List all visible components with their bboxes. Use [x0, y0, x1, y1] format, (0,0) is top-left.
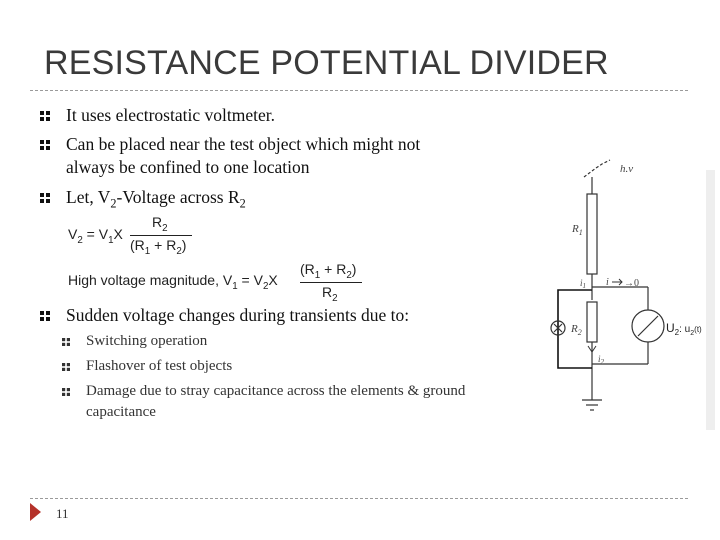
svg-text:R2: $R_2$ — [571, 323, 582, 337]
svg-text:i: i — [606, 277, 609, 288]
svg-text:R1: $R_1$ — [572, 223, 583, 237]
sub-bullet-icon — [62, 388, 70, 396]
footer-divider — [30, 498, 688, 499]
svg-text:i2: $i_2$ — [598, 354, 605, 366]
bullet-icon — [40, 311, 50, 321]
equation-v2: $V_2 = V_1X$ $R_2$ $(R_1 + R_2)$ — [68, 214, 208, 258]
sub-bullet-text: Switching operation — [86, 333, 208, 349]
sub-bullet-text-continued: capacitance — [86, 404, 156, 420]
hv-label: h.v — [620, 163, 634, 175]
divider-circuit-diagram — [540, 150, 715, 435]
sub-bullet-text: Damage due to stray capacitance across the elements & ground — [86, 383, 466, 399]
bullet-text: It uses electrostatic voltmeter. — [66, 105, 275, 125]
svg-text:→0: →0 — [624, 278, 639, 289]
sub-bullet-text: Flashover of test objects — [86, 358, 233, 374]
slide-title: RESISTANCE POTENTIAL DIVIDER — [44, 44, 609, 82]
svg-text:i1: $i_1$ — [580, 278, 587, 290]
bullet-text: Let, $V_2$-Voltage across $R_2$ — [66, 187, 246, 211]
bullet-text-continued: always be confined to one location — [66, 157, 310, 177]
bullet-text: Can be placed near the test object which might not — [66, 134, 421, 154]
bullet-icon — [40, 193, 50, 203]
bullet-icon — [40, 140, 50, 150]
title-divider — [30, 90, 688, 91]
page-number: 11 — [56, 506, 69, 521]
equation-v1: High voltage magnitude, $V_1 = V_2X$ $(R_1 + R_2)$ $R_2$ — [68, 261, 378, 305]
meter-label: $U_2^{: u}_2^{(t)}$ — [666, 321, 702, 337]
bullet-icon — [40, 111, 50, 121]
sub-bullet-icon — [62, 338, 70, 346]
page-marker-icon — [30, 503, 41, 521]
sub-bullet-icon — [62, 363, 70, 371]
bullet-text: Sudden voltage changes during transients due to: — [66, 305, 410, 325]
